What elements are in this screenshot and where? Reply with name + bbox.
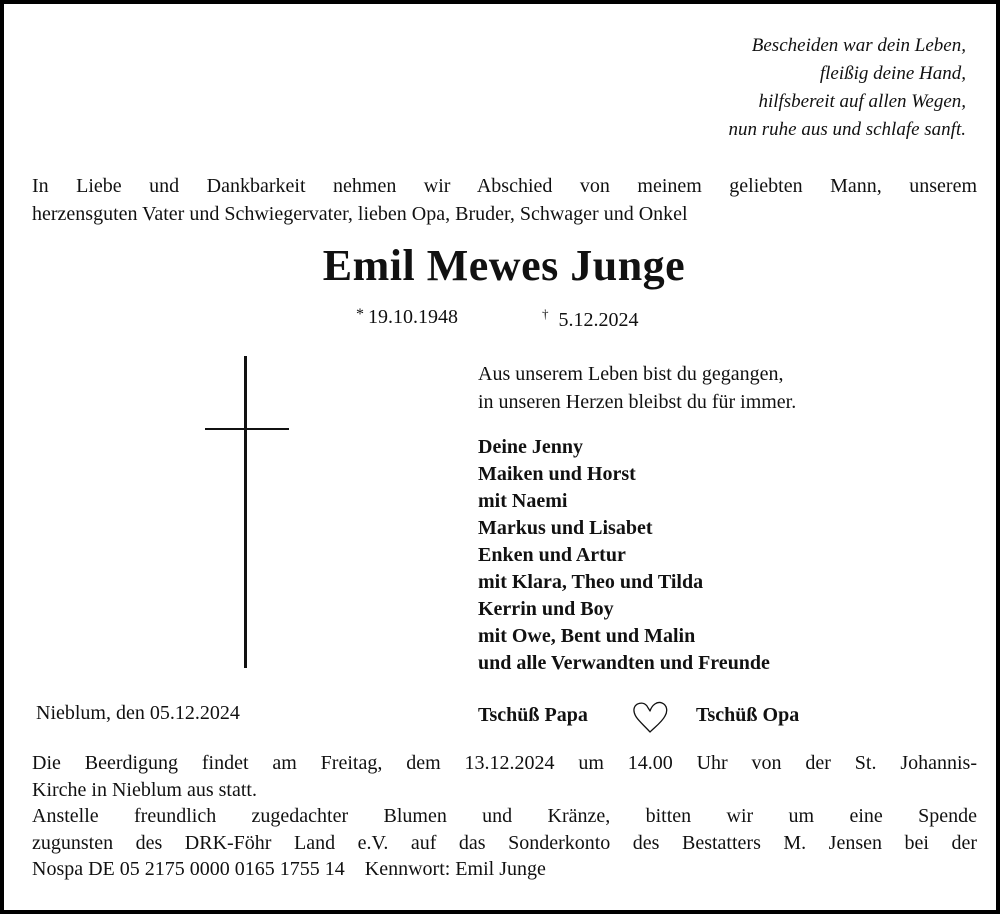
family-member: Kerrin und Boy <box>478 598 614 620</box>
funeral-line: Anstelle freundlich zugedachter Blumen und Kränze, bitten wir um eine Spende <box>32 805 977 827</box>
family-list <box>478 434 770 677</box>
memory-text <box>478 360 796 416</box>
heart-outline-icon <box>630 699 670 735</box>
poem-line: nun ruhe aus und schlafe sanft. <box>728 119 966 140</box>
farewell-opa: Tschüß Opa <box>696 704 800 726</box>
family-member: mit Owe, Bent und Malin <box>478 625 696 647</box>
family-member: Enken und Artur <box>478 544 626 566</box>
family-member: Maiken und Horst <box>478 463 636 485</box>
family-member: Markus und Lisabet <box>478 517 653 539</box>
funeral-line: Kirche in Nieblum aus statt. <box>32 778 257 801</box>
poem-line: fleißig deine Hand, <box>819 63 966 84</box>
family-member: Deine Jenny <box>478 436 583 458</box>
funeral-line: zugunsten des DRK-Föhr Land e.V. auf das Sonderkonto des Bestatters M. Jensen bei der <box>32 831 977 854</box>
poem <box>566 32 966 144</box>
poem-line: hilfsbereit auf allen Wegen, <box>758 91 966 112</box>
family-member: mit Naemi <box>478 490 568 512</box>
farewell-papa: Tschüß Papa <box>478 704 588 726</box>
funeral-notice <box>32 750 977 883</box>
birth-star-symbol: * <box>356 306 364 323</box>
birth-date <box>356 306 458 329</box>
family-member: mit Klara, Theo und Tilda <box>478 571 704 593</box>
memory-line: Aus unserem Leben bist du gegangen, <box>478 363 784 385</box>
cross-icon <box>203 354 291 670</box>
place-date: Nieblum, den 05.12.2024 <box>36 702 240 724</box>
deceased-name: Emil Mewes Junge <box>322 241 686 290</box>
intro-text <box>32 172 977 228</box>
memory-line: in unseren Herzen bleibst du für immer. <box>478 391 797 413</box>
death-date <box>542 306 639 332</box>
funeral-line: Die Beerdigung findet am Freitag, dem 13.12.2024 um 14.00 Uhr von der St. Johannis- <box>32 752 977 774</box>
family-member: und alle Verwandten und Freunde <box>478 652 770 674</box>
birth-date-value: 19.10.1948 <box>368 306 458 328</box>
intro-line: In Liebe und Dankbarkeit nehmen wir Abschied von meinem geliebten Mann, unserem <box>32 175 977 197</box>
death-date-value: 5.12.2024 <box>558 309 639 331</box>
funeral-line: Nospa DE 05 2175 0000 0165 1755 14 Kennwort: Emil Junge <box>32 858 546 880</box>
intro-line: herzensguten Vater und Schwiegervater, lieben Opa, Bruder, Schwager und Onkel <box>32 203 688 225</box>
poem-line: Bescheiden war dein Leben, <box>751 35 966 56</box>
death-dagger-symbol: † <box>542 306 549 321</box>
